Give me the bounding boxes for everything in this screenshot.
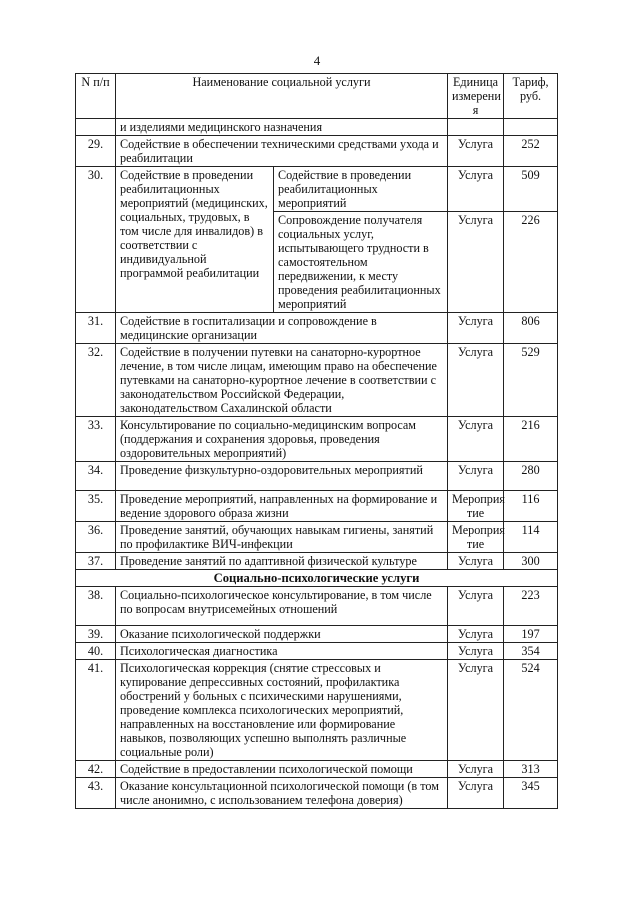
table-row: [76, 119, 558, 136]
page-number: 4: [313, 53, 321, 68]
header-name: Наименование социальной услуги: [116, 74, 448, 119]
row-number: 30.: [76, 167, 116, 313]
row-unit: Мероприя тие: [448, 491, 504, 522]
row-group-name: Содействие в проведении реабилитационных мероприятий (медицинских, социальных, трудовых, в том числе для инвалидов) в соответствии с индивидуальной программой реабилитации: [116, 167, 274, 313]
row-tariff: 252: [504, 136, 558, 167]
row-tariff: 280: [504, 462, 558, 491]
row-tariff: 223: [504, 587, 558, 626]
row-tariff: 116: [504, 491, 558, 522]
row-tariff: 509: [504, 167, 558, 212]
row-unit: Услуга: [448, 761, 504, 778]
table-row: [76, 491, 558, 522]
row-name: Проведение занятий, обучающих навыкам гигиены, занятий по профилактике ВИЧ-инфекции: [116, 522, 448, 553]
table-row: [76, 167, 558, 212]
row-number: 31.: [76, 313, 116, 344]
row-number: 34.: [76, 462, 116, 491]
row-number: 35.: [76, 491, 116, 522]
row-number: 37.: [76, 553, 116, 570]
section-title: Социально-психологические услуги: [76, 570, 558, 587]
row-unit: Услуга: [448, 344, 504, 417]
header-num: N п/п: [76, 74, 116, 119]
row-unit: Услуга: [448, 417, 504, 462]
tariff-table: [75, 73, 558, 809]
row-name: Психологическая диагностика: [116, 643, 448, 660]
row-unit: Услуга: [448, 643, 504, 660]
table-row: [76, 587, 558, 626]
table-row: [76, 136, 558, 167]
row-unit: Мероприя тие: [448, 522, 504, 553]
row-tariff: 114: [504, 522, 558, 553]
row-number: 40.: [76, 643, 116, 660]
row-number: 33.: [76, 417, 116, 462]
row-name: Содействие в получении путевки на санаторно-курортное лечение, в том числе лицам, имеющим право на обеспечение путевками на санаторно-курортное лечение в соответствии с законодательством Российской Федерации, законодательством Сахалинской области: [116, 344, 448, 417]
row-unit: Услуга: [448, 136, 504, 167]
row-number: 32.: [76, 344, 116, 417]
row-name: Социально-психологическое консультирование, в том числе по вопросам внутрисемейных отношений: [116, 587, 448, 626]
table-row: [76, 522, 558, 553]
header-unit: Единица измерени я: [448, 74, 504, 119]
row-unit: Услуга: [448, 212, 504, 313]
row-number: 41.: [76, 660, 116, 761]
row-unit: Услуга: [448, 778, 504, 809]
row-name: Содействие в госпитализации и сопровождение в медицинские организации: [116, 313, 448, 344]
row-sub-name: Содействие в проведении реабилитационных мероприятий: [274, 167, 448, 212]
table-row: [76, 761, 558, 778]
row-unit: Услуга: [448, 313, 504, 344]
row-tariff: 806: [504, 313, 558, 344]
table-row: [76, 313, 558, 344]
row-name: Психологическая коррекция (снятие стрессовых и купирование депрессивных состояний, профилактика обострений у больных с психическими нарушениями, проведение комплекса психологических мероприятий, направленных на восстановление или формирование навыков, позволяющих успешно выполнять различные социальные роли): [116, 660, 448, 761]
row-tariff: 197: [504, 626, 558, 643]
table-row: [76, 462, 558, 491]
table-row: [76, 660, 558, 761]
row-name: Проведение мероприятий, направленных на формирование и ведение здорового образа жизни: [116, 491, 448, 522]
row-tariff: 216: [504, 417, 558, 462]
header-tariff: Тариф, руб.: [504, 74, 558, 119]
row-number: 42.: [76, 761, 116, 778]
row-name: Проведение физкультурно-оздоровительных мероприятий: [116, 462, 448, 491]
table-row: [76, 344, 558, 417]
row-tariff: 300: [504, 553, 558, 570]
row-number: 39.: [76, 626, 116, 643]
row-tariff: 524: [504, 660, 558, 761]
section-row: [76, 570, 558, 587]
row-unit: Услуга: [448, 167, 504, 212]
row-name: Оказание консультационной психологической помощи (в том числе анонимно, с использованием телефона доверия): [116, 778, 448, 809]
row-tariff: 354: [504, 643, 558, 660]
row-tariff: 345: [504, 778, 558, 809]
row-sub-name: Сопровождение получателя социальных услуг, испытывающего трудности в самостоятельном передвижении, к месту проведения реабилитационных мероприятий: [274, 212, 448, 313]
row-number: 43.: [76, 778, 116, 809]
table-row: [76, 778, 558, 809]
row-unit: Услуга: [448, 553, 504, 570]
row-unit: Услуга: [448, 626, 504, 643]
row-tariff: 313: [504, 761, 558, 778]
continued-cell: и изделиями медицинского назначения: [116, 119, 448, 136]
table-row: [76, 417, 558, 462]
row-number: 36.: [76, 522, 116, 553]
row-name: Консультирование по социально-медицинским вопросам (поддержания и сохранения здоровья, проведения оздоровительных мероприятий): [116, 417, 448, 462]
row-unit: Услуга: [448, 587, 504, 626]
row-name: Оказание психологической поддержки: [116, 626, 448, 643]
row-unit: Услуга: [448, 660, 504, 761]
row-name: Содействие в обеспечении техническими средствами ухода и реабилитации: [116, 136, 448, 167]
table-row: [76, 626, 558, 643]
row-unit: Услуга: [448, 462, 504, 491]
table-row: [76, 643, 558, 660]
row-tariff: 226: [504, 212, 558, 313]
row-name: Проведение занятий по адаптивной физической культуре: [116, 553, 448, 570]
row-tariff: 529: [504, 344, 558, 417]
table-row: [76, 553, 558, 570]
row-number: 38.: [76, 587, 116, 626]
row-number: 29.: [76, 136, 116, 167]
table-header: [76, 74, 558, 119]
row-name: Содействие в предоставлении психологической помощи: [116, 761, 448, 778]
